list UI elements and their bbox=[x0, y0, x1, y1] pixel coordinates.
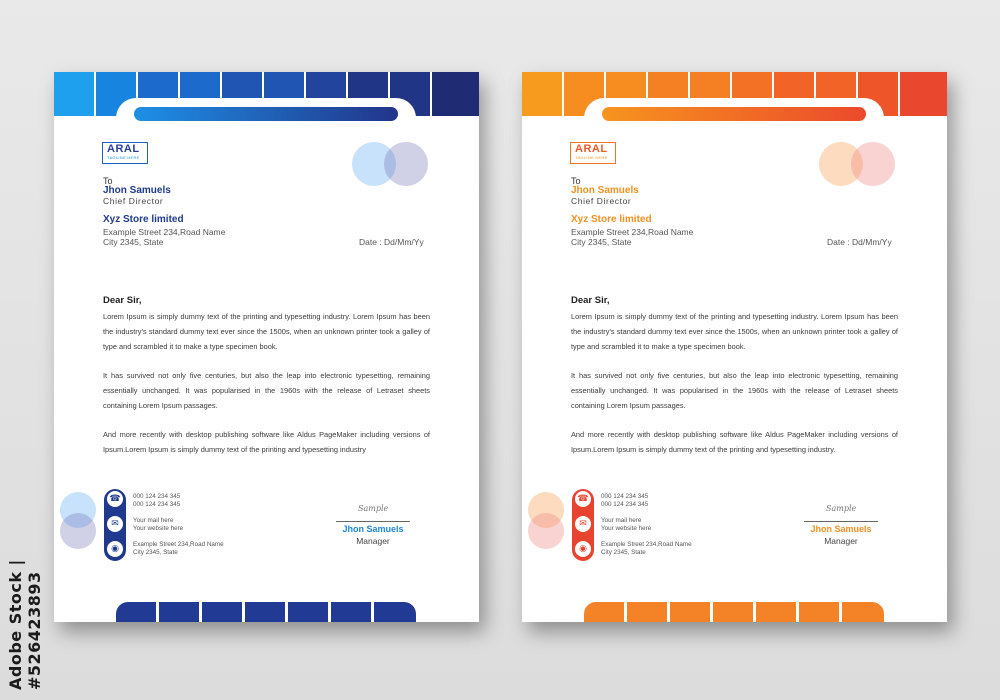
mail-icon: ✉ bbox=[107, 516, 123, 532]
band-segment bbox=[54, 72, 94, 116]
decor-circle bbox=[60, 513, 96, 549]
signature-line bbox=[804, 521, 878, 522]
signature-script: Sample bbox=[358, 504, 389, 513]
recipient-name: Jhon Samuels bbox=[571, 185, 639, 196]
band-segment bbox=[288, 602, 328, 622]
decor-circle bbox=[384, 142, 428, 186]
contact-phone bbox=[601, 493, 648, 508]
address-line: City 2345, State bbox=[601, 548, 646, 556]
letter-date: Date : Dd/Mm/Yy bbox=[827, 237, 892, 247]
bottom-color-band bbox=[116, 602, 416, 622]
band-segment bbox=[900, 72, 947, 116]
recipient-title: Chief Director bbox=[103, 196, 164, 206]
signature-line bbox=[336, 521, 410, 522]
decor-circle bbox=[528, 513, 564, 549]
signatory-role: Manager bbox=[824, 536, 858, 546]
band-segment bbox=[159, 602, 199, 622]
website-text: Your website here bbox=[133, 524, 184, 532]
contact-address bbox=[133, 541, 224, 556]
salutation: Dear Sir, bbox=[103, 295, 142, 306]
recipient-to: To bbox=[571, 176, 581, 186]
location-icon: ◉ bbox=[107, 541, 123, 557]
band-segment bbox=[584, 602, 624, 622]
recipient-name: Jhon Samuels bbox=[103, 185, 171, 196]
band-segment bbox=[799, 602, 839, 622]
website-text: Your website here bbox=[601, 524, 652, 532]
body-paragraph: And more recently with desktop publishing software like Aldus PageMaker including versions of Ipsum.Lorem Ipsum is simply dummy text of the printing and typesetting industry. bbox=[571, 430, 898, 454]
logo-tagline: TAGLINE HERE bbox=[575, 155, 608, 160]
logo-tagline: TAGLINE HERE bbox=[107, 155, 140, 160]
salutation: Dear Sir, bbox=[571, 295, 610, 306]
phone-number: 000 124 234 345 bbox=[133, 493, 181, 500]
address-line: Example Street 234,Road Name bbox=[601, 541, 692, 548]
band-segment bbox=[670, 602, 710, 622]
bottom-color-band bbox=[584, 602, 884, 622]
letter-date: Date : Dd/Mm/Yy bbox=[359, 237, 424, 247]
email-text: Your mail here bbox=[601, 517, 642, 524]
band-segment bbox=[245, 602, 285, 622]
band-segment bbox=[522, 72, 562, 116]
phone-number: 000 124 234 345 bbox=[133, 500, 181, 508]
location-icon: ◉ bbox=[575, 541, 591, 557]
band-segment bbox=[627, 602, 667, 622]
signature-script: Sample bbox=[826, 504, 857, 513]
recipient-company: Xyz Store limited bbox=[571, 214, 652, 225]
stock-id-label: Adobe Stock | #526423893 bbox=[6, 559, 44, 690]
band-segment bbox=[432, 72, 479, 116]
recipient-title: Chief Director bbox=[571, 196, 632, 206]
body-paragraph: It has survived not only five centuries, but also the leap into electronic typesetting, remaining essentially unchanged. It was popularised in the 1960s with the release of Letraset sheets containing Lorem Ipsum passages. bbox=[571, 371, 898, 410]
header-pill bbox=[134, 107, 398, 121]
phone-icon: ☎ bbox=[107, 491, 123, 507]
letterhead-blue bbox=[54, 72, 479, 622]
recipient-street: Example Street 234,Road Name bbox=[571, 227, 694, 237]
company-logo bbox=[570, 142, 616, 164]
header-pill bbox=[602, 107, 866, 121]
letterhead-orange bbox=[522, 72, 947, 622]
band-segment bbox=[331, 602, 371, 622]
body-paragraph: It has survived not only five centuries, but also the leap into electronic typesetting, remaining essentially unchanged. It was popularised in the 1960s with the release of Letraset sheets containing Lorem Ipsum passages. bbox=[103, 371, 430, 410]
signatory-name: Jhon Samuels bbox=[810, 524, 872, 534]
body-paragraph: Lorem Ipsum is simply dummy text of the printing and typesetting industry. Lorem Ipsum has been the industry's standard dummy text ever since the 1500s, when an unknown printer took a galley of type and scrambled it to make a type specimen book. bbox=[571, 312, 898, 351]
phone-number: 000 124 234 345 bbox=[601, 493, 649, 500]
mail-icon: ✉ bbox=[575, 516, 591, 532]
band-segment bbox=[713, 602, 753, 622]
contact-phone bbox=[133, 493, 180, 508]
band-segment bbox=[202, 602, 242, 622]
contact-web bbox=[133, 517, 183, 532]
decor-circle bbox=[851, 142, 895, 186]
band-segment bbox=[116, 602, 156, 622]
company-logo bbox=[102, 142, 148, 164]
signatory-role: Manager bbox=[356, 536, 390, 546]
address-line: City 2345, State bbox=[133, 548, 178, 556]
recipient-street: Example Street 234,Road Name bbox=[103, 227, 226, 237]
body-paragraph: And more recently with desktop publishing software like Aldus PageMaker including versions of Ipsum.Lorem Ipsum is simply dummy text of the printing and typesetting industry bbox=[103, 430, 430, 454]
contact-web bbox=[601, 517, 651, 532]
recipient-city: City 2345, State bbox=[103, 237, 164, 247]
address-line: Example Street 234,Road Name bbox=[133, 541, 224, 548]
band-segment bbox=[842, 602, 884, 622]
phone-icon: ☎ bbox=[575, 491, 591, 507]
recipient-city: City 2345, State bbox=[571, 237, 632, 247]
recipient-company: Xyz Store limited bbox=[103, 214, 184, 225]
body-paragraph: Lorem Ipsum is simply dummy text of the printing and typesetting industry. Lorem Ipsum has been the industry's standard dummy text ever since the 1500s, when an unknown printer took a galley of type and scrambled it to make a type specimen book. bbox=[103, 312, 430, 351]
recipient-to: To bbox=[103, 176, 113, 186]
contact-address bbox=[601, 541, 692, 556]
logo-text: ARAL bbox=[107, 143, 140, 155]
band-segment bbox=[374, 602, 416, 622]
phone-number: 000 124 234 345 bbox=[601, 500, 649, 508]
logo-text: ARAL bbox=[575, 143, 608, 155]
band-segment bbox=[756, 602, 796, 622]
signatory-name: Jhon Samuels bbox=[342, 524, 404, 534]
email-text: Your mail here bbox=[133, 517, 174, 524]
